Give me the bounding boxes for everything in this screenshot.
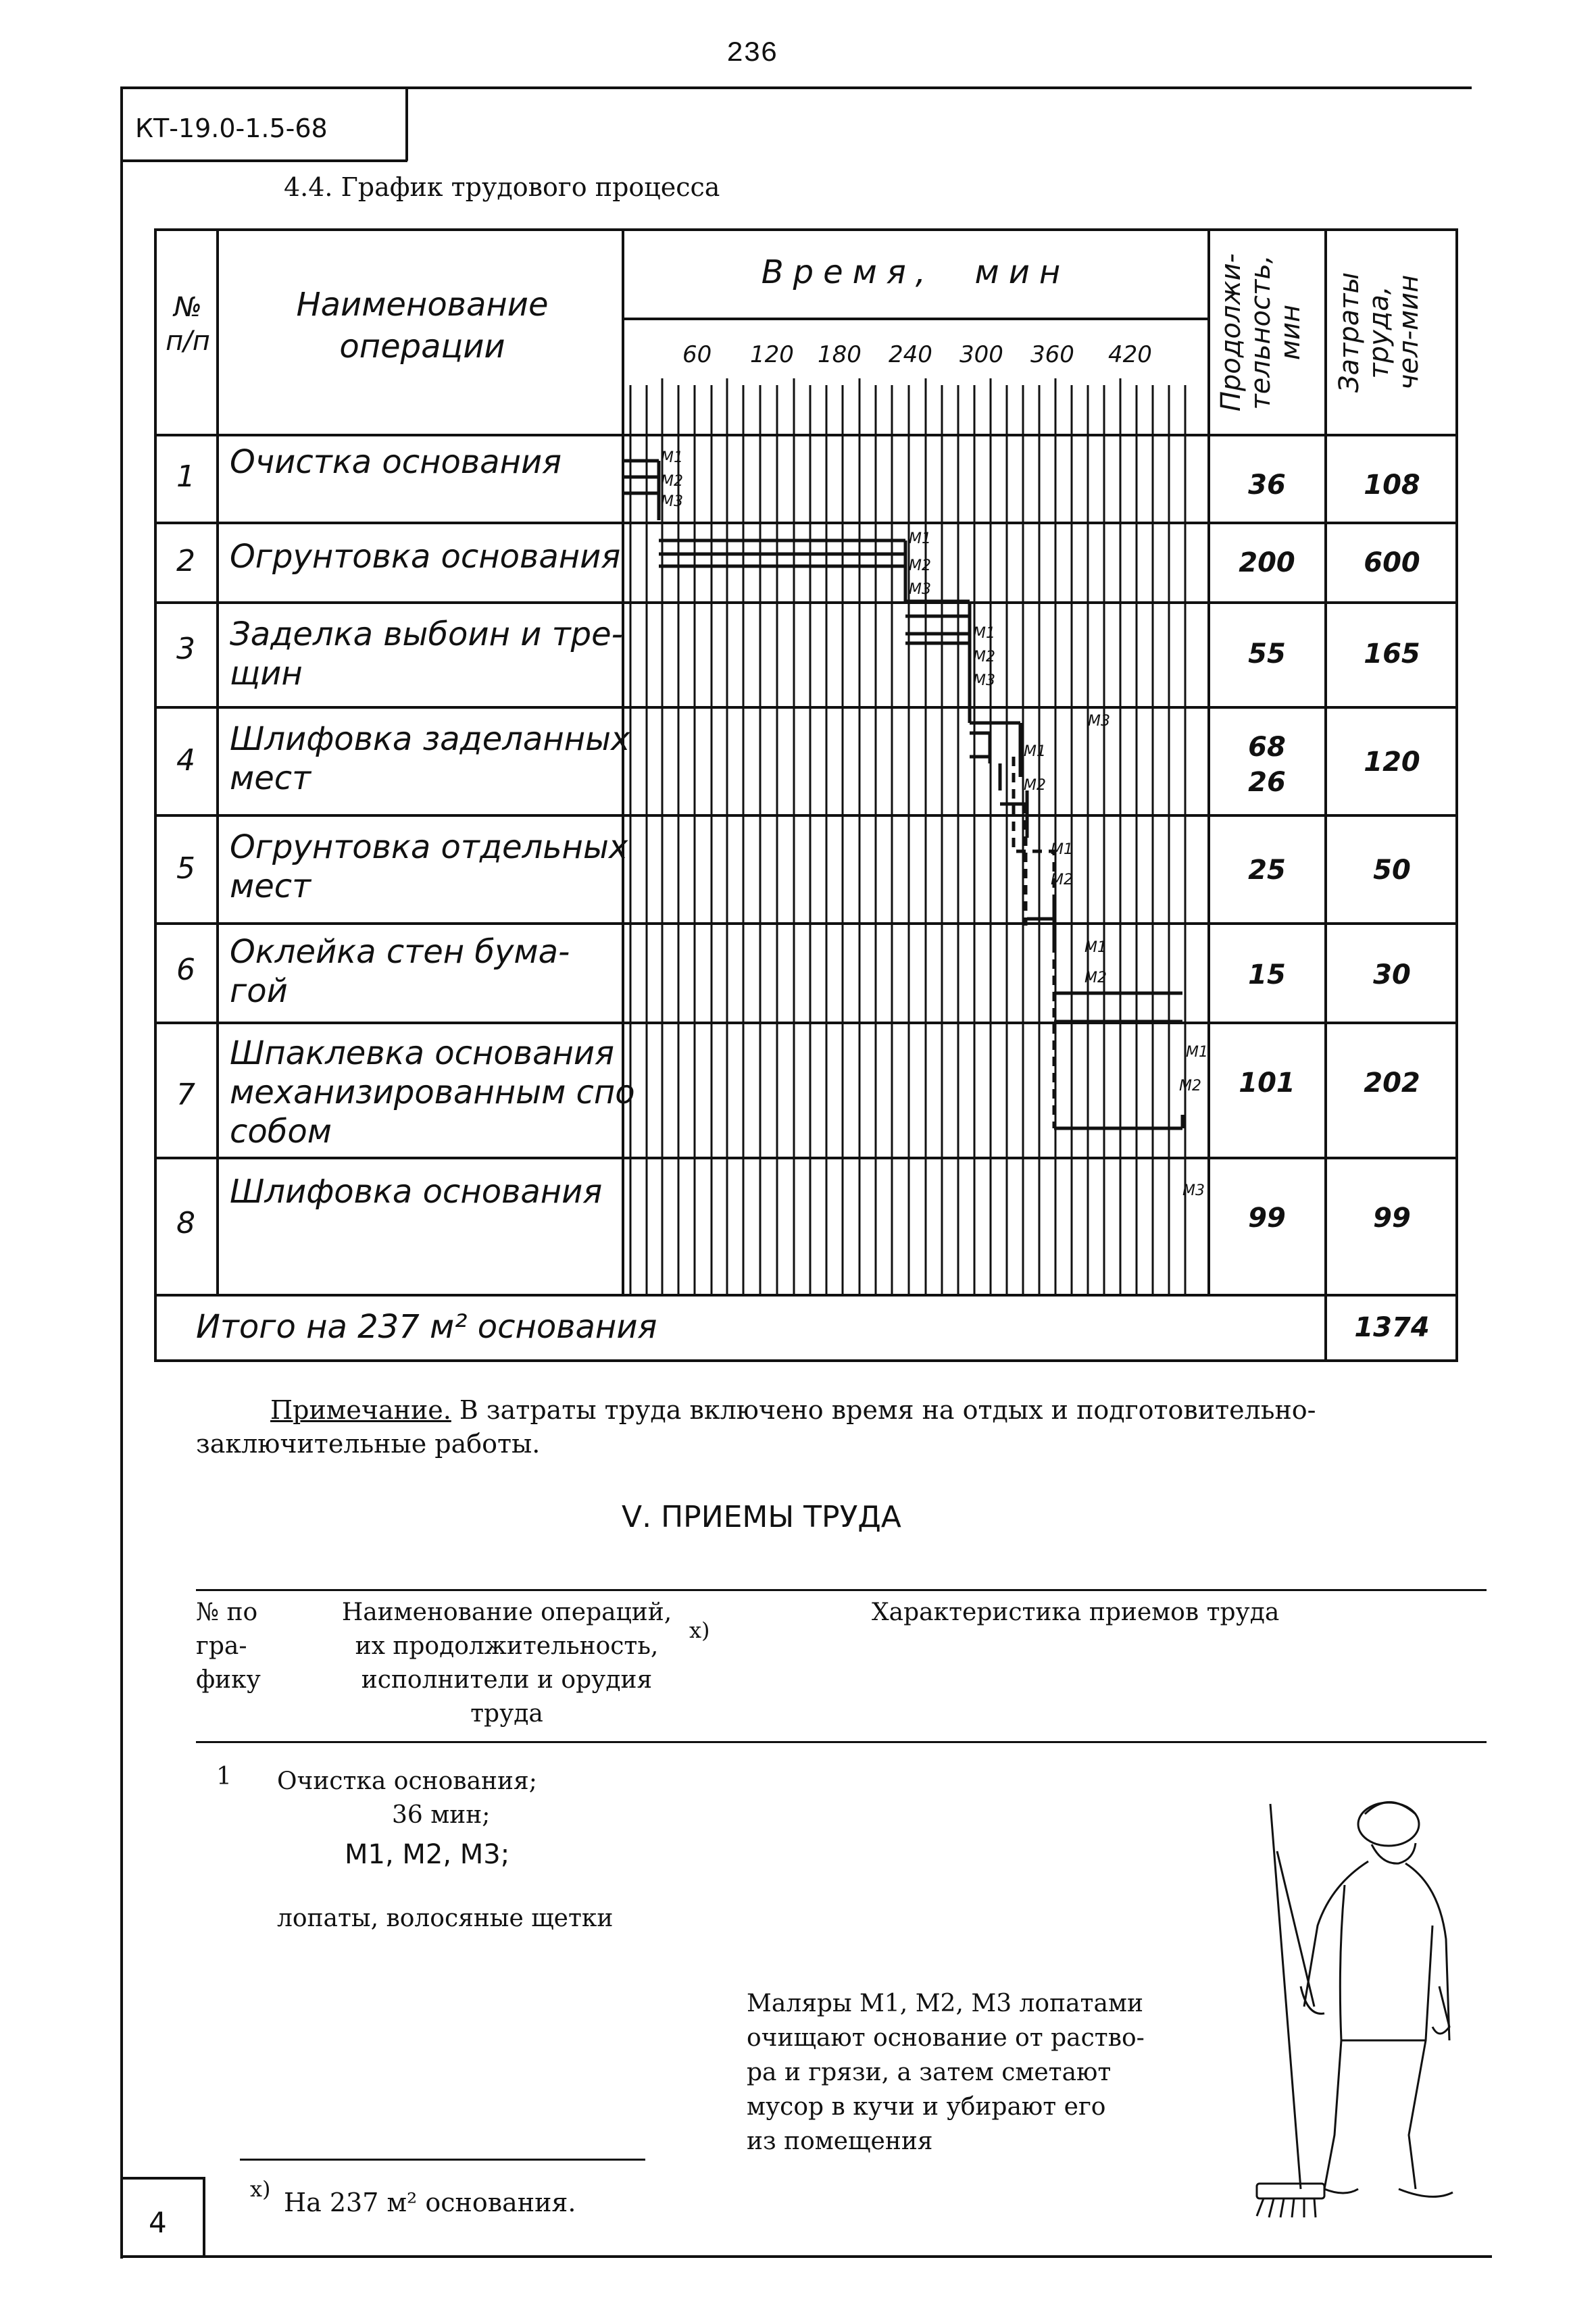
row-7-number: 7 xyxy=(176,1078,195,1112)
gantt-bars xyxy=(622,461,1182,1128)
gantt-label-m1-row3: М1 xyxy=(973,625,995,642)
gantt-label-m2-row1: М2 xyxy=(661,473,683,490)
table2-header-number: № по гра- фику xyxy=(196,1599,261,1694)
left-margin-line xyxy=(120,86,123,2259)
note-text: В затраты труда включено время на отдых и подготовительно- xyxy=(451,1395,1316,1425)
worker-sweeping-illustration xyxy=(1237,1784,1480,2223)
section-title: 4.4. График трудового процесса xyxy=(284,172,720,202)
header-time: Время, мин xyxy=(761,253,1070,291)
row-7-name: Шпаклевка основания механизированным спо собом xyxy=(230,1034,635,1151)
row-5-number: 5 xyxy=(176,851,195,886)
section2-title: Ⅴ. ПРИЕМЫ ТРУДА xyxy=(622,1500,901,1534)
footnote-rule xyxy=(240,2159,645,2161)
time-tick-420: 420 xyxy=(1108,341,1152,368)
row-3-number: 3 xyxy=(176,632,195,666)
gantt-label-m1-row2: М1 xyxy=(909,530,931,547)
gantt-label-m2-row6: М2 xyxy=(1084,970,1107,986)
gantt-label-m1-row6: М1 xyxy=(1084,939,1107,956)
table2-row-tools: лопаты, волосяные щетки xyxy=(277,1905,614,1932)
time-tick-180: 180 xyxy=(818,341,862,368)
corner-box-top xyxy=(120,2177,205,2180)
gantt-label-m2-row2: М2 xyxy=(909,557,931,574)
footnote-mark: x) xyxy=(250,2176,271,2202)
time-tick-120: 120 xyxy=(750,341,794,368)
gantt-label-m1-row1: М1 xyxy=(661,449,683,466)
gantt-label-m2-row7: М2 xyxy=(1179,1078,1201,1095)
row-2-duration: 200 xyxy=(1239,547,1295,578)
row-2-number: 2 xyxy=(176,544,195,578)
note-line-2: заключительные работы. xyxy=(196,1429,541,1459)
gantt-label-m3-row1: М3 xyxy=(661,493,683,510)
gantt-label-m3-row2: М3 xyxy=(909,581,931,598)
row-4-duration: 68 26 xyxy=(1248,732,1286,798)
row-8-name: Шлифовка основания xyxy=(230,1173,603,1211)
gantt-grid xyxy=(630,378,1185,1294)
header-duration: Продолжи- тельность, мин xyxy=(1216,253,1306,412)
total-value: 1374 xyxy=(1354,1312,1430,1343)
row-3-duration: 55 xyxy=(1248,638,1286,670)
row-8-number: 8 xyxy=(176,1206,195,1240)
row-5-duration: 25 xyxy=(1248,855,1286,886)
table2-row-operation: Очистка основания; xyxy=(277,1767,537,1795)
time-tick-360: 360 xyxy=(1030,341,1074,368)
row-3-name: Заделка выбоин и тре- щин xyxy=(230,615,623,693)
row-6-number: 6 xyxy=(176,953,195,987)
row-5-labor: 50 xyxy=(1373,855,1411,886)
table2-header-operation: Наименование операций, их продолжительность, исполнители и орудия труда xyxy=(341,1599,672,1728)
row-6-duration: 15 xyxy=(1248,959,1286,990)
gantt-label-m2-row3: М2 xyxy=(973,649,995,665)
row-4-name: Шлифовка заделанных мест xyxy=(230,720,630,797)
time-tick-300: 300 xyxy=(959,341,1003,368)
table2-header-characteristic: Характеристика приемов труда xyxy=(872,1599,1280,1626)
page-number: 236 xyxy=(726,37,778,70)
code-box-bottom xyxy=(120,159,407,162)
table2-row-workers: М1, М2, М3; xyxy=(345,1839,510,1870)
gantt-label-m1-row5: М1 xyxy=(1051,841,1073,858)
row-3-labor: 165 xyxy=(1364,638,1420,670)
header-operation: Наименование операции xyxy=(296,286,549,366)
row-2-labor: 600 xyxy=(1364,547,1420,578)
gantt-label-m2-row4: М2 xyxy=(1024,777,1046,794)
row-1-number: 1 xyxy=(176,459,195,494)
header-labor: Затраты труда, чел-мин xyxy=(1334,272,1424,393)
note-label: Примечание. xyxy=(270,1395,451,1425)
header-number: № п/п xyxy=(166,292,210,357)
note xyxy=(270,1393,1316,1427)
row-1-name: Очистка основания xyxy=(230,443,562,481)
gantt-label-m3-row4: М3 xyxy=(1088,713,1110,730)
bottom-rule xyxy=(120,2255,1492,2258)
total-label: Итого на 237 м² основания xyxy=(196,1308,657,1346)
row-8-duration: 99 xyxy=(1248,1203,1286,1234)
doc-code: КТ-19.0-1.5-68 xyxy=(135,114,328,143)
time-tick-240: 240 xyxy=(889,341,932,368)
row-8-labor: 99 xyxy=(1373,1203,1411,1234)
footnote-text: На 237 м² основания. xyxy=(284,2188,576,2217)
row-5-name: Огрунтовка отдельных мест xyxy=(230,828,628,905)
row-4-labor: 120 xyxy=(1364,747,1420,778)
code-box-right xyxy=(405,86,408,161)
gantt-label-m1-row4: М1 xyxy=(1024,743,1046,760)
gantt-label-m1-row7: М1 xyxy=(1186,1044,1208,1061)
gantt-dashed xyxy=(1014,757,1054,1128)
table2-row-duration: 36 мин; xyxy=(392,1801,491,1829)
method-description: Маляры М1, М2, М3 лопатами очищают основание от раство- ра и грязи, а затем сметают мусор в кучи и убирают его из помещения xyxy=(747,1990,1145,2155)
gantt-chart xyxy=(622,318,1210,1296)
gantt-label-m3-row3: М3 xyxy=(973,672,995,689)
row-4-number: 4 xyxy=(176,743,195,778)
row-7-labor: 202 xyxy=(1364,1067,1420,1099)
gantt-label-m2-row5: М2 xyxy=(1051,872,1073,888)
table2-row-number: 1 xyxy=(216,1763,232,1790)
row-2-name: Огрунтовка основания xyxy=(230,538,621,576)
row-6-name: Оклейка стен бума- гой xyxy=(230,933,570,1010)
row-1-duration: 36 xyxy=(1248,470,1286,501)
corner-page-number: 4 xyxy=(149,2206,167,2239)
row-6-labor: 30 xyxy=(1373,959,1411,990)
gantt-label-m3-row8: М3 xyxy=(1182,1182,1205,1199)
row-7-duration: 101 xyxy=(1239,1067,1295,1099)
header-rule xyxy=(120,86,1472,89)
row-1-labor: 108 xyxy=(1364,470,1420,501)
table2-header-sup: x) xyxy=(689,1617,710,1643)
time-tick-60: 60 xyxy=(682,341,712,368)
corner-box-right xyxy=(203,2177,205,2258)
